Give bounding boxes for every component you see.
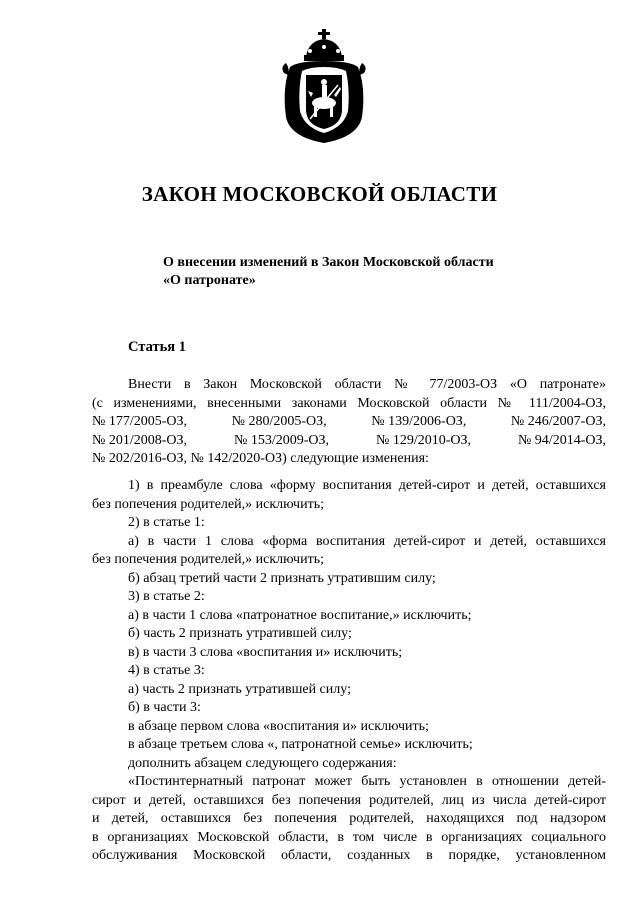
law-ref: № 153/2009-ОЗ, bbox=[233, 432, 330, 448]
change-3b: б) часть 2 признать утратившей силу; bbox=[128, 626, 352, 641]
subject-line-1: О внесении изменений в Закон Московской области bbox=[163, 255, 494, 270]
law-ref: № 139/2006-ОЗ, bbox=[371, 414, 467, 429]
change-4a: а) часть 2 признать утратившей силу; bbox=[128, 681, 351, 697]
change-3a: а) в части 1 слова «патронатное воспитание,» исключить; bbox=[128, 607, 472, 623]
article-heading: Статья 1 bbox=[128, 339, 186, 355]
intro-line-5: № 202/2016-ОЗ, № 142/2020-ОЗ) следующие изменения: bbox=[92, 451, 429, 466]
changes-list bbox=[92, 477, 606, 866]
law-ref: № 246/2007-ОЗ, bbox=[510, 414, 606, 429]
change-4b-2: в абзаце третьем слова «, патронатной семье» исключить; bbox=[128, 737, 473, 752]
change-2a-line-2: без попечения родителей,» исключить; bbox=[92, 552, 324, 567]
quote-line-5: обслуживания Московской области, созданных в порядке, установленном bbox=[92, 848, 606, 863]
law-subject bbox=[163, 254, 494, 290]
intro-line-2: (с изменениями, внесенными законами Московской области № 111/2004-ОЗ, bbox=[92, 395, 606, 411]
intro-line-1: Внести в Закон Московской области № 77/2003-ОЗ «О патронате» bbox=[128, 377, 606, 392]
change-1-line-1: 1) в преамбуле слова «форму воспитания детей-сирот и детей, оставшихся bbox=[128, 478, 606, 493]
document-title: ЗАКОН МОСКОВСКОЙ ОБЛАСТИ bbox=[141, 182, 498, 206]
law-ref: № 177/2005-ОЗ, bbox=[92, 414, 188, 429]
law-ref: № 201/2008-ОЗ, bbox=[92, 432, 188, 448]
change-4b-3: дополнить абзацем следующего содержания: bbox=[128, 755, 397, 771]
quote-line-2: сирот и детей, оставшихся без попечения родителей, лиц из числа детей-сирот bbox=[92, 792, 606, 808]
law-ref: № 94/2014-ОЗ, bbox=[517, 432, 606, 448]
coat-of-arms-icon bbox=[280, 27, 368, 145]
change-2a-line-1: а) в части 1 слова «форма воспитания детей-сирот и детей, оставшихся bbox=[128, 533, 606, 549]
law-ref: № 129/2010-ОЗ, bbox=[375, 432, 472, 448]
quote-line-1: «Постинтернатный патронат может быть установлен в отношении детей- bbox=[128, 774, 606, 789]
law-ref: № 280/2005-ОЗ, bbox=[231, 414, 327, 429]
change-3: 3) в статье 2: bbox=[128, 589, 205, 604]
quote-line-4: в организациях Московской области, в том числе в организациях социального bbox=[92, 829, 606, 845]
change-1-line-2: без попечения родителей,» исключить; bbox=[92, 496, 324, 512]
change-4: 4) в статье 3: bbox=[128, 663, 205, 678]
intro-paragraph bbox=[92, 376, 606, 469]
change-4b: б) в части 3: bbox=[128, 700, 201, 715]
change-3c: в) в части 3 слова «воспитания и» исключить; bbox=[128, 644, 403, 660]
subject-line-2: «О патронате» bbox=[163, 273, 256, 288]
change-2b: б) абзац третий части 2 признать утратившим силу; bbox=[128, 570, 436, 586]
change-2: 2) в статье 1: bbox=[128, 515, 205, 530]
quote-line-3: и детей, оставшихся без попечения родителей, находящихся под надзором bbox=[92, 811, 606, 826]
intro-line-3 bbox=[92, 413, 606, 432]
change-4b-1: в абзаце первом слова «воспитания и» исключить; bbox=[128, 718, 429, 734]
intro-line-4 bbox=[92, 432, 606, 451]
